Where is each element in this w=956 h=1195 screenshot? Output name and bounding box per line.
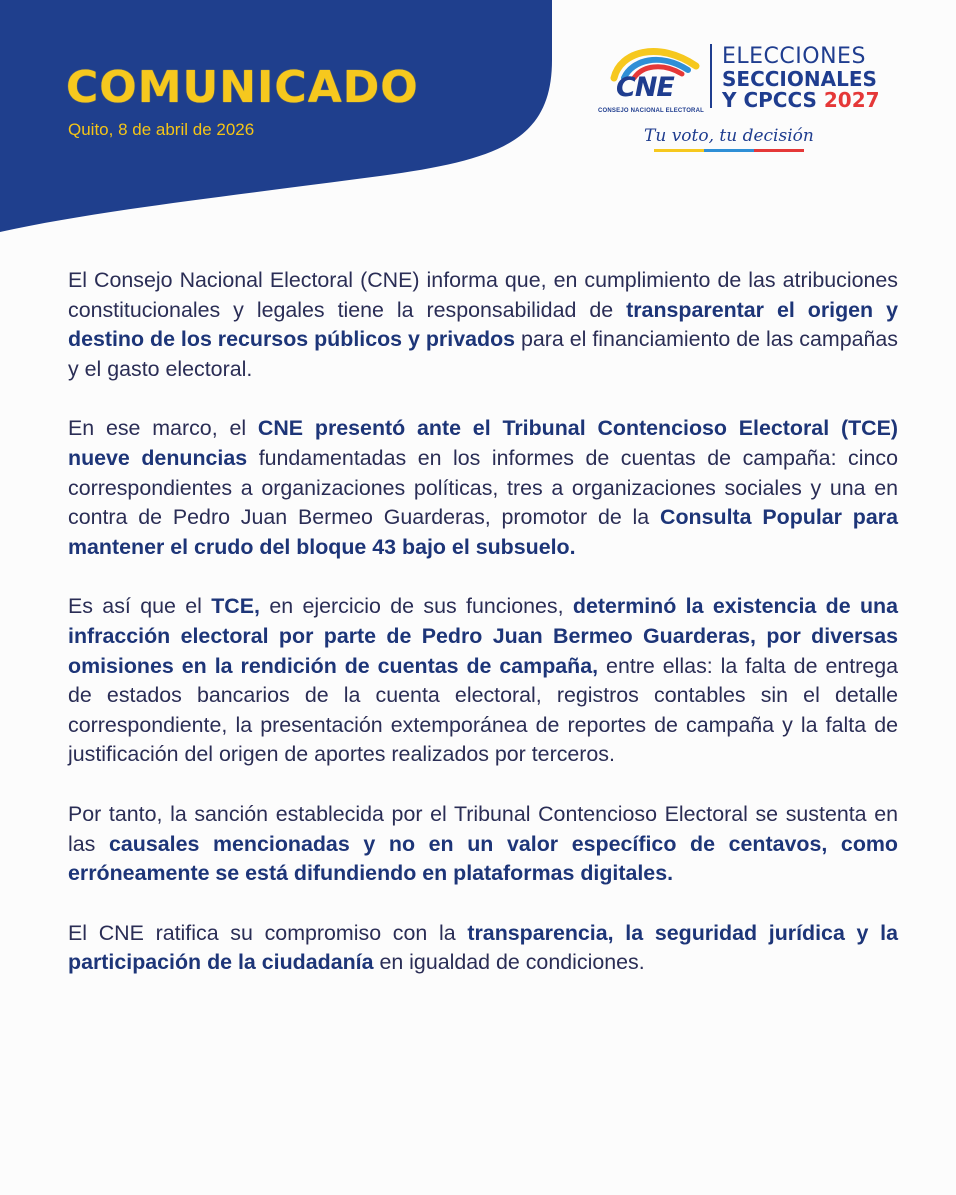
bold-run: CNE presentó ante el Tribunal Contencioso Electoral (TCE) nueve denuncias xyxy=(68,416,898,470)
event-line-2: SECCIONALES xyxy=(722,67,877,91)
bold-run: causales mencionadas y no en un valor específico de centavos, como erróneamente se está difundiendo en plataformas digitales. xyxy=(68,831,898,886)
bold-run: TCE, xyxy=(211,594,260,619)
slogan: Tu voto, tu decisión xyxy=(644,126,814,146)
date-line: Quito, 8 de abril de 2026 xyxy=(68,120,255,139)
text-run: El CNE ratifica su compromiso con la xyxy=(68,920,468,945)
text-run: en igualdad de condiciones. xyxy=(373,950,645,975)
bold-run: transparencia, la seguridad jurídica y la participación de la ciudadanía xyxy=(68,920,899,975)
text-run: fundamentadas en los informes de cuentas de campaña: cinco correspondientes a organizaciones políticas, tres a organizaciones sociales y una en contra de Pedro Juan Bermeo Guarderas, promotor de la xyxy=(68,445,898,530)
cne-full-name: CONSEJO NACIONAL ELECTORAL xyxy=(598,108,704,114)
paragraph-1 xyxy=(68,266,898,384)
cne-elecciones-logo xyxy=(586,38,916,158)
page-title: COMUNICADO xyxy=(66,62,419,113)
bold-run: Consulta Popular para mantener el crudo del bloque 43 bajo el subsuelo. xyxy=(68,505,898,559)
text-run: Por tanto, la sanción establecida por el Tribunal Contencioso Electoral se sustenta en las xyxy=(68,801,898,856)
paragraph-3 xyxy=(68,592,898,770)
paragraph-2 xyxy=(68,414,898,562)
event-line-1: ELECCIONES xyxy=(722,44,866,69)
text-run: En ese marco, el xyxy=(68,416,258,441)
text-run: en ejercicio de sus funciones, xyxy=(259,594,573,619)
paragraph-4 xyxy=(68,800,898,889)
slogan-underline xyxy=(654,149,804,153)
event-line-3-text: Y CPCCS xyxy=(722,88,824,112)
event-year: 2027 xyxy=(823,88,880,112)
bold-run: transparentar el origen y destino de los recursos públicos y privados xyxy=(68,297,898,352)
event-line-3 xyxy=(722,90,880,110)
text-run: El Consejo Nacional Electoral (CNE) informa que, en cumplimiento de las atribuciones constitucionales y legales tiene la responsabilidad de xyxy=(68,268,898,322)
bold-run: determinó la existencia de una infracción electoral por parte de Pedro Juan Bermeo Guarderas, por diversas omisiones en la rendición de cuentas de campaña, xyxy=(68,594,898,678)
paragraph-5 xyxy=(68,919,898,978)
text-run: entre ellas: la falta de entrega de estados bancarios de la cuenta electoral, registros contables sin el detalle correspondiente, la presentación extemporánea de reportes de campaña y la falta de justificación del origen de aportes realizados por terceros. xyxy=(68,653,898,767)
text-run: Es así que el xyxy=(68,594,212,619)
logo-divider xyxy=(710,44,712,108)
cne-acronym: CNE xyxy=(616,72,674,103)
communique-body xyxy=(68,266,898,1008)
text-run: para el financiamiento de las campañas y el gasto electoral. xyxy=(68,327,898,381)
